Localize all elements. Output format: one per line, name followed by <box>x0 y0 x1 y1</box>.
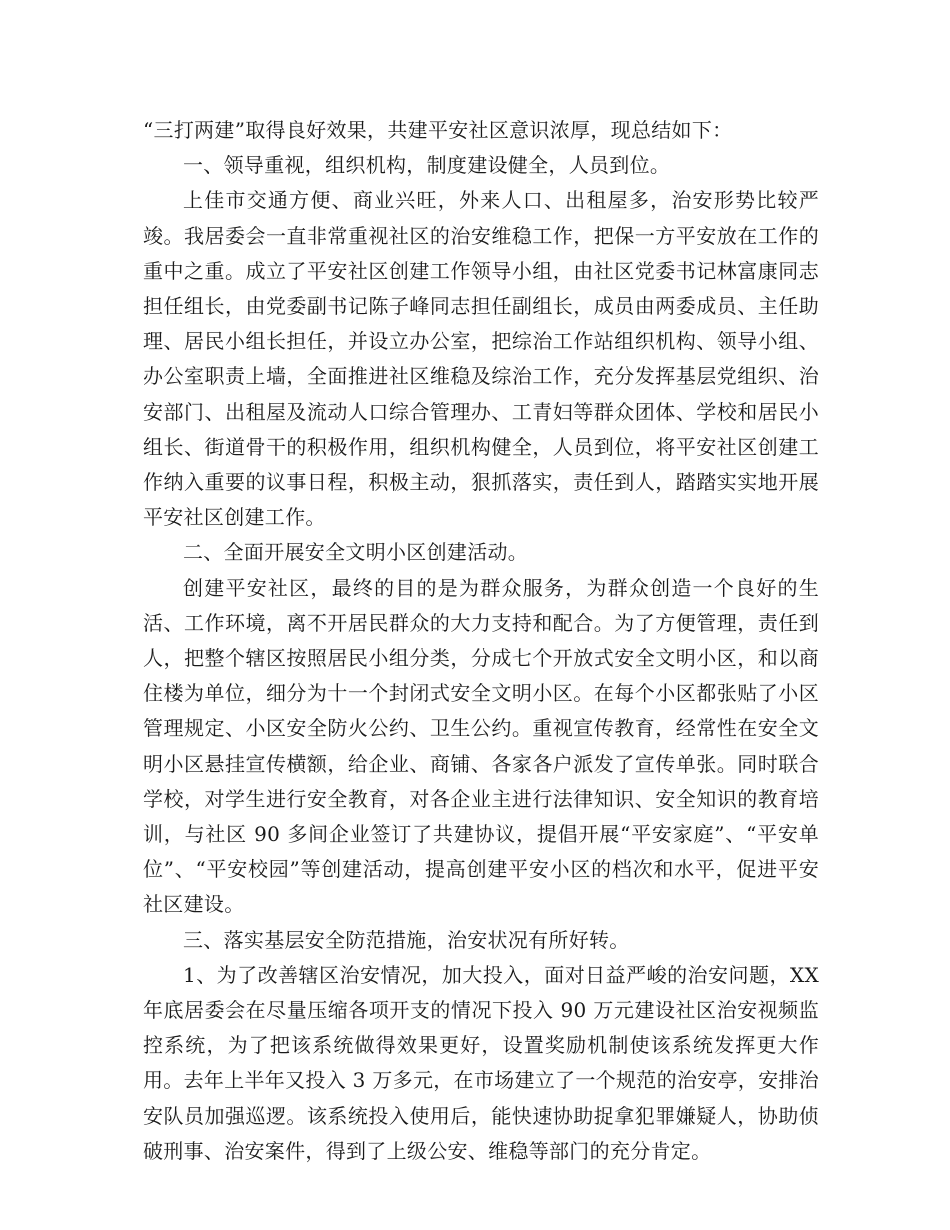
paragraph-section-2-body: 创建平安社区，最终的目的是为群众服务，为群众创造一个良好的生活、工作环境，离不开居民群众的大力支持和配合。为了方便管理，责任到人，把整个辖区按照居民小组分类，分成七个开放式安全文明小区，和以商住楼为单位，细分为十一个封闭式安全文明小区。在每个小区都张贴了小区管理规定、小区安全防火公约、卫生公约。重视宣传教育，经常性在安全文明小区悬挂宣传横额，给企业、商铺、各家各户派发了宣传单张。同时联合学校，对学生进行安全教育，对各企业主进行法律知识、安全知识的教育培训，与社区 90 多间企业签订了共建协议，提倡开展“平安家庭”、“平安单位”、“平安校园”等创建活动，提高创建平安小区的档次和水平，促进平安社区建设。 <box>143 575 819 917</box>
heading-section-2: 二、全面开展安全文明小区创建活动。 <box>183 540 529 565</box>
heading-section-3: 三、落实基层安全防范措施，治安状况有所好转。 <box>183 927 630 952</box>
document-body <box>143 113 819 1169</box>
heading-section-1: 一、领导重视，组织机构，制度建设健全，人员到位。 <box>183 153 671 178</box>
paragraph-section-3-item-1: 1、为了改善辖区治安情况，加大投入，面对日益严峻的治安问题，XX 年底居委会在尽量压缩各项开支的情况下投入 90 万元建设社区治安视频监控系统，为了把该系统做得效果更好，设置奖励机制使该系统发挥更大作用。去年上半年又投入 3 万多元，在市场建立了一个规范的治安亭，安排治安队员加强巡逻。该系统投入使用后，能快速协助捉拿犯罪嫌疑人，协助侦破刑事、治安案件，得到了上级公安、维稳等部门的充分肯定。 <box>143 962 819 1163</box>
paragraph-opening: “三打两建”取得良好效果，共建平安社区意识浓厚，现总结如下： <box>143 118 733 142</box>
paragraph-section-1-body: 上佳市交通方便、商业兴旺，外来人口、出租屋多，治安形势比较严竣。我居委会一直非常重视社区的治安维稳工作，把保一方平安放在工作的重中之重。成立了平安社区创建工作领导小组，由社区党委书记林富康同志担任组长，由党委副书记陈子峰同志担任副组长，成员由两委成员、主任助理、居民小组长担任，并设立办公室，把综治工作站组织机构、领导小组、办公室职责上墙，全面推进社区维稳及综治工作，充分发挥基层党组织、治安部门、出租屋及流动人口综合管理办、工青妇等群众团体、学校和居民小组长、街道骨干的积极作用，组织机构健全，人员到位，将平安社区创建工作纳入重要的议事日程，积极主动，狠抓落实，责任到人，踏踏实实地开展平安社区创建工作。 <box>143 188 819 530</box>
